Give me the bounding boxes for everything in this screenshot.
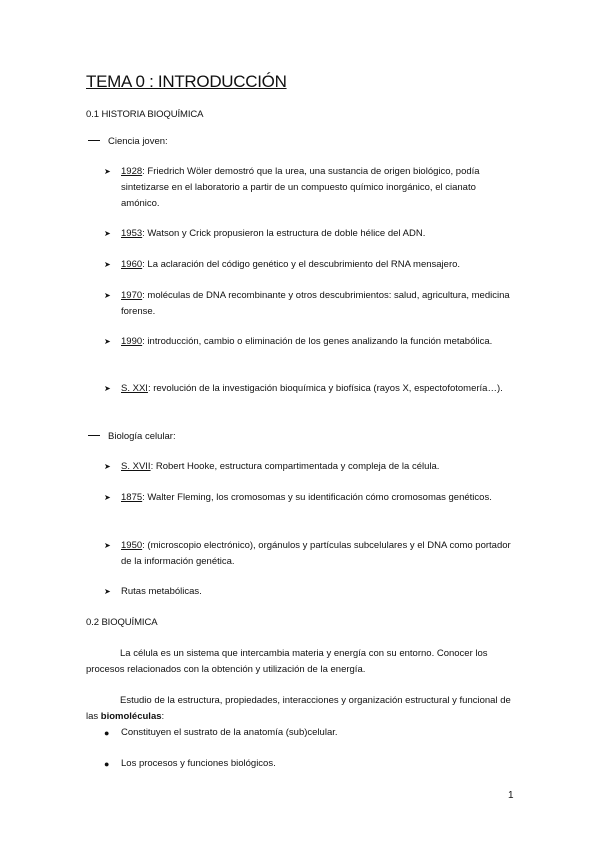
- arrowhead-bullet-icon: ➤: [104, 462, 111, 471]
- page-number: 1: [508, 790, 514, 801]
- list-item: [104, 538, 514, 570]
- item-text: : introducción, cambio o eliminación de los genes analizando la función metabólica.: [142, 336, 493, 347]
- list-item: [104, 584, 514, 600]
- list-item: [104, 459, 514, 475]
- paragraph: [86, 646, 516, 678]
- year-label: S. XVII: [121, 461, 151, 472]
- arrowhead-bullet-icon: ➤: [104, 587, 111, 596]
- list-item: [104, 334, 514, 350]
- item-text: : Walter Fleming, los cromosomas y su identificación cómo cromosomas genéticos.: [142, 492, 492, 503]
- year-label: 1953: [121, 228, 143, 239]
- dash-item-label: Ciencia joven:: [108, 136, 168, 147]
- item-text: : La aclaración del código genético y el descubrimiento del RNA mensajero.: [142, 259, 461, 270]
- dash-item-biologia-celular: [88, 431, 176, 442]
- arrowhead-bullet-icon: ➤: [104, 229, 111, 238]
- item-text: Constituyen el sustrato de la anatomía (sub)celular.: [121, 727, 338, 738]
- year-label: 1950: [121, 540, 143, 551]
- dash-icon: [88, 435, 100, 436]
- arrowhead-bullet-icon: ➤: [104, 541, 111, 550]
- year-label: 1875: [121, 492, 143, 503]
- list-item: [104, 164, 514, 212]
- arrowhead-bullet-icon: ➤: [104, 384, 111, 393]
- list-item: [104, 257, 514, 273]
- list-item: [104, 381, 514, 397]
- paragraph-bold-term: biomoléculas: [100, 711, 162, 722]
- item-text: Los procesos y funciones biológicos.: [121, 758, 276, 769]
- dash-item-label: Biología celular:: [108, 431, 176, 442]
- list-item: [104, 288, 514, 320]
- dash-item-ciencia-joven: [88, 136, 168, 147]
- item-text: : (microscopio electrónico), orgánulos y partículas subcelulares y el DNA como portador de la información genética.: [121, 540, 511, 567]
- document-title: TEMA 0 : INTRODUCCIÓN: [86, 72, 287, 91]
- arrowhead-bullet-icon: ➤: [104, 167, 111, 176]
- arrowhead-bullet-icon: ➤: [104, 493, 111, 502]
- section-heading-bioquimica: 0.2 BIOQUÍMICA: [86, 617, 158, 628]
- year-label: 1990: [121, 336, 143, 347]
- round-bullet-icon: ●: [104, 728, 110, 738]
- year-label: 1928: [121, 166, 143, 177]
- arrowhead-bullet-icon: ➤: [104, 337, 111, 346]
- year-label: S. XXI: [121, 383, 148, 394]
- arrowhead-bullet-icon: ➤: [104, 291, 111, 300]
- item-text: : moléculas de DNA recombinante y otros descubrimientos: salud, agricultura, medicina forense.: [121, 290, 510, 317]
- arrowhead-bullet-icon: ➤: [104, 260, 111, 269]
- list-item: [104, 756, 514, 772]
- item-text: : Watson y Crick propusieron la estructura de doble hélice del ADN.: [142, 228, 426, 239]
- paragraph-text: Estudio de la estructura, propiedades, interacciones y organización estructural y funcional de las: [86, 695, 511, 722]
- year-label: 1960: [121, 259, 143, 270]
- section-heading-historia: 0.1 HISTORIA BIOQUÍMICA: [86, 109, 204, 120]
- dash-icon: [88, 140, 100, 141]
- item-text: : Friedrich Wöler demostró que la urea, una sustancia de origen biológico, podía sintetizarse en el laboratorio a partir de un compuesto químico inorgánico, el cianato amónico.: [121, 166, 480, 209]
- paragraph: [86, 693, 516, 725]
- list-item: [104, 490, 514, 506]
- item-text: Rutas metabólicas.: [121, 586, 202, 597]
- list-item: [104, 725, 514, 741]
- list-item: [104, 226, 514, 242]
- round-bullet-icon: ●: [104, 759, 110, 769]
- paragraph-text-end: :: [161, 711, 165, 722]
- year-label: 1970: [121, 290, 143, 301]
- item-text: : revolución de la investigación bioquímica y biofísica (rayos X, espectofotomería…).: [147, 383, 503, 394]
- paragraph-text: La célula es un sistema que intercambia materia y energía con su entorno. Conocer los procesos relacionados con la obtención y utilización de la energía.: [86, 648, 488, 675]
- item-text: : Robert Hooke, estructura compartimentada y compleja de la célula.: [150, 461, 440, 472]
